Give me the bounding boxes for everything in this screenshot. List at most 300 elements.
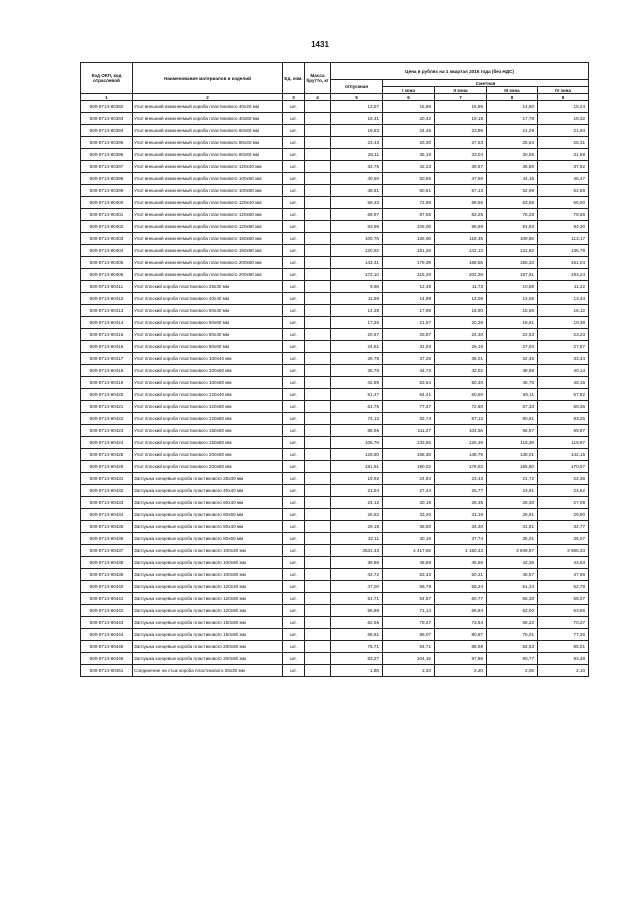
cell-zone-2-price: 142,13 <box>435 245 487 257</box>
cell-zone-1-price: 24,94 <box>383 473 435 485</box>
cell-release-price: 100,76 <box>331 233 383 245</box>
cell-zone-2-price: 50,40 <box>435 377 487 389</box>
price-table <box>80 62 589 677</box>
cell-unit: шт. <box>283 497 305 509</box>
cell-release-price: 143,41 <box>331 257 383 269</box>
cell-zone-4-price: 119,87 <box>538 437 589 449</box>
cell-zone-3-price: 156,33 <box>487 257 538 269</box>
cell-zone-4-price: 78,58 <box>538 209 589 221</box>
cell-mass <box>305 173 331 185</box>
cell-release-price: 88,96 <box>331 425 383 437</box>
cell-release-price: 51,47 <box>331 389 383 401</box>
cell-release-price: 38,86 <box>331 557 383 569</box>
cell-unit: шт. <box>283 317 305 329</box>
cell-code: 500-8714-90414 <box>81 317 133 329</box>
cell-name: Угол внешний изменяемый короба пластикового 150х60 мм <box>133 233 283 245</box>
cell-zone-4-price: 29,80 <box>538 509 589 521</box>
table-row <box>81 629 589 641</box>
cell-zone-3-price: 76,28 <box>487 209 538 221</box>
cell-zone-3-price: 138,01 <box>487 449 538 461</box>
cell-zone-4-price: 18,32 <box>538 113 589 125</box>
cell-zone-2-price: 11,73 <box>435 281 487 293</box>
cell-unit: шт. <box>283 557 305 569</box>
cell-zone-4-price: 69,35 <box>538 401 589 413</box>
cell-name: Угол внешний изменяемый короба пластикового 120х80 мм <box>133 221 283 233</box>
cell-unit: шт. <box>283 461 305 473</box>
cell-name: Заглушка концевые короба пластикового 40х40 мм <box>133 485 283 497</box>
table-row <box>81 581 589 593</box>
cell-zone-1-price: 158,35 <box>383 449 435 461</box>
cell-code: 500-8714-90416 <box>81 341 133 353</box>
cell-zone-4-price: 48,15 <box>538 377 589 389</box>
table-row <box>81 197 589 209</box>
table-row <box>81 149 589 161</box>
header-estimate: Сметная <box>383 80 589 87</box>
cell-release-price: 61,76 <box>331 401 383 413</box>
column-number: 9 <box>538 94 589 101</box>
cell-release-price: 151,91 <box>331 461 383 473</box>
cell-zone-4-price: 52,78 <box>538 581 589 593</box>
cell-zone-2-price: 15,95 <box>435 101 487 113</box>
cell-zone-3-price: 67,33 <box>487 401 538 413</box>
cell-zone-2-price: 72,60 <box>435 401 487 413</box>
cell-mass <box>305 101 331 113</box>
cell-mass <box>305 617 331 629</box>
cell-release-price: 24,81 <box>331 341 383 353</box>
cell-zone-2-price: 82,25 <box>435 209 487 221</box>
cell-zone-4-price: 45,47 <box>538 173 589 185</box>
cell-zone-3-price: 68,22 <box>487 617 538 629</box>
cell-zone-3-price: 10,88 <box>487 281 538 293</box>
cell-mass <box>305 581 331 593</box>
cell-release-price: 106,76 <box>331 437 383 449</box>
cell-mass <box>305 245 331 257</box>
header-zone-2: II зона <box>435 87 487 94</box>
cell-name: Угол внешний изменяемый короба пластикового 120х40 мм <box>133 161 283 173</box>
cell-name: Угол плоский короба пластикового 60х40 мм <box>133 305 283 317</box>
header-zone-1: I зона <box>383 87 435 94</box>
cell-unit: шт. <box>283 509 305 521</box>
cell-zone-3-price: 52,99 <box>487 185 538 197</box>
cell-zone-3-price: 36,80 <box>487 161 538 173</box>
cell-mass <box>305 293 331 305</box>
cell-code: 500-8714-90444 <box>81 629 133 641</box>
cell-zone-4-price: 135,78 <box>538 245 589 257</box>
cell-code: 500-8714-90423 <box>81 425 133 437</box>
cell-name: Угол плоский короба пластикового 120х80 мм <box>133 413 283 425</box>
cell-zone-3-price: 82,53 <box>487 641 538 653</box>
cell-unit: шт. <box>283 629 305 641</box>
cell-zone-3-price: 3 849,87 <box>487 545 538 557</box>
cell-name: Угол плоский короба пластикового 120х40 мм <box>133 389 283 401</box>
cell-code: 500-8714-90394 <box>81 125 133 137</box>
cell-unit: шт. <box>283 425 305 437</box>
cell-name: Угол плоский короба пластикового 150х60 мм <box>133 425 283 437</box>
header-mass: Масса брутто, кг <box>305 63 331 94</box>
header-code: Код ОКП, код отраслевой <box>81 63 133 94</box>
cell-zone-1-price: 53,64 <box>383 377 435 389</box>
cell-release-price: 126,60 <box>331 449 383 461</box>
cell-code: 500-8714-90434 <box>81 509 133 521</box>
column-number-row <box>81 94 589 101</box>
table-row <box>81 473 589 485</box>
cell-name: Угол плоский короба пластикового 200х80 мм <box>133 461 283 473</box>
cell-unit: шт. <box>283 593 305 605</box>
cell-mass <box>305 437 331 449</box>
cell-mass <box>305 605 331 617</box>
cell-mass <box>305 629 331 641</box>
cell-unit: шт. <box>283 641 305 653</box>
table-row <box>81 161 589 173</box>
cell-zone-4-price: 193,24 <box>538 269 589 281</box>
table-row <box>81 437 589 449</box>
cell-zone-4-price: 63,86 <box>538 605 589 617</box>
cell-name: Заглушка концевые короба пластикового 150х60 мм <box>133 617 283 629</box>
cell-code: 500-8714-90445 <box>81 641 133 653</box>
column-number: 2 <box>133 94 283 101</box>
table-row <box>81 329 589 341</box>
cell-zone-3-price: 27,04 <box>487 341 538 353</box>
column-number: 5 <box>331 94 383 101</box>
cell-release-price: 83,27 <box>331 653 383 665</box>
cell-unit: шт. <box>283 149 305 161</box>
cell-mass <box>305 401 331 413</box>
cell-mass <box>305 557 331 569</box>
cell-mass <box>305 125 331 137</box>
cell-zone-4-price: 23,23 <box>538 329 589 341</box>
cell-zone-4-price: 15,24 <box>538 101 589 113</box>
cell-name: Угол плоский короба пластикового 200х60 мм <box>133 449 283 461</box>
table-row <box>81 617 589 629</box>
cell-zone-1-price: 36,50 <box>383 521 435 533</box>
cell-zone-2-price: 35,01 <box>435 353 487 365</box>
cell-zone-1-price: 40,16 <box>383 533 435 545</box>
cell-release-price: 75,71 <box>331 641 383 653</box>
header-name: Наименование материалов и изделий <box>133 63 283 94</box>
cell-zone-1-price: 86,07 <box>383 629 435 641</box>
cell-mass <box>305 353 331 365</box>
cell-unit: шт. <box>283 125 305 137</box>
table-row <box>81 305 589 317</box>
table-row <box>81 449 589 461</box>
table-row <box>81 245 589 257</box>
cell-release-price: 16,31 <box>331 113 383 125</box>
cell-zone-2-price: 104,56 <box>435 425 487 437</box>
cell-code: 500-8714-90412 <box>81 293 133 305</box>
cell-zone-2-price: 47,60 <box>435 173 487 185</box>
cell-zone-3-price: 28,91 <box>487 509 538 521</box>
cell-zone-3-price: 2,05 <box>487 665 538 677</box>
cell-name: Угол плоский короба пластикового 100х80 мм <box>133 377 283 389</box>
cell-code: 500-8714-90440 <box>81 581 133 593</box>
cell-name: Заглушка концевые короба пластикового 120х60 мм <box>133 593 283 605</box>
table-row <box>81 653 589 665</box>
cell-code: 500-8714-90433 <box>81 497 133 509</box>
cell-zone-1-price: 179,39 <box>383 257 435 269</box>
cell-zone-2-price: 98,69 <box>435 221 487 233</box>
cell-release-price: 69,97 <box>331 209 383 221</box>
cell-release-price: 51,71 <box>331 593 383 605</box>
cell-zone-3-price: 15,66 <box>487 305 538 317</box>
cell-code: 500-8714-90443 <box>81 617 133 629</box>
cell-release-price: 11,98 <box>331 293 383 305</box>
cell-name: Угол плоский короба пластикового 40х40 мм <box>133 293 283 305</box>
cell-release-price: 28,11 <box>331 149 383 161</box>
cell-zone-4-price: 22,38 <box>538 473 589 485</box>
cell-zone-1-price: 133,55 <box>383 437 435 449</box>
cell-zone-3-price: 26,30 <box>487 497 538 509</box>
cell-unit: шт. <box>283 437 305 449</box>
cell-release-price: 48,61 <box>331 185 383 197</box>
cell-zone-1-price: 35,19 <box>383 149 435 161</box>
cell-unit: шт. <box>283 281 305 293</box>
cell-zone-1-price: 77,27 <box>383 401 435 413</box>
cell-zone-2-price: 25,77 <box>435 485 487 497</box>
cell-unit: шт. <box>283 401 305 413</box>
cell-release-price: 20,67 <box>331 329 383 341</box>
table-row <box>81 317 589 329</box>
cell-release-price: 19,92 <box>331 473 383 485</box>
cell-release-price: 62,56 <box>331 617 383 629</box>
header-price-title: Цена в рублях на 1 квартал 2016 года (без НДС) <box>331 63 589 80</box>
cell-zone-2-price: 20,28 <box>435 317 487 329</box>
cell-zone-3-price: 14,80 <box>487 101 538 113</box>
cell-code: 500-8714-90411 <box>81 281 133 293</box>
cell-code: 500-8714-90403 <box>81 233 133 245</box>
cell-unit: шт. <box>283 377 305 389</box>
cell-code: 500-8714-90413 <box>81 305 133 317</box>
cell-name: Угол внешний изменяемый короба пластикового 40х60 мм <box>133 113 283 125</box>
table-row <box>81 569 589 581</box>
cell-zone-3-price: 46,76 <box>487 377 538 389</box>
cell-name: Заглушка концевые короба пластикового 120х40 мм <box>133 581 283 593</box>
cell-zone-1-price: 215,29 <box>383 269 435 281</box>
cell-zone-3-price: 31,81 <box>487 521 538 533</box>
table-row <box>81 125 589 137</box>
cell-zone-4-price: 83,25 <box>538 413 589 425</box>
cell-code: 500-8714-90437 <box>81 545 133 557</box>
cell-code: 500-8714-90426 <box>81 461 133 473</box>
cell-name: Заглушка концевые короба пластикового 100х80 мм <box>133 569 283 581</box>
table-row <box>81 113 589 125</box>
header-zone-4: IV зона <box>538 87 589 94</box>
cell-zone-3-price: 23,91 <box>487 485 538 497</box>
cell-zone-3-price: 46,57 <box>487 569 538 581</box>
cell-mass <box>305 521 331 533</box>
cell-code: 500-8714-90402 <box>81 221 133 233</box>
cell-zone-3-price: 63,58 <box>487 197 538 209</box>
cell-zone-3-price: 17,78 <box>487 113 538 125</box>
column-number: 8 <box>487 94 538 101</box>
cell-name: Соединение на стык короба пластикового 25х30 мм <box>133 665 283 677</box>
column-number: 6 <box>383 94 435 101</box>
cell-zone-2-price: 168,55 <box>435 257 487 269</box>
cell-release-price: 19,53 <box>331 125 383 137</box>
cell-zone-4-price: 85,01 <box>538 641 589 653</box>
cell-code: 500-8714-90399 <box>81 185 133 197</box>
cell-mass <box>305 185 331 197</box>
cell-mass <box>305 461 331 473</box>
cell-zone-4-price: 40,14 <box>538 365 589 377</box>
table-row <box>81 269 589 281</box>
cell-name: Заглушка концевые короба пластикового 100х60 мм <box>133 557 283 569</box>
cell-zone-2-price: 24,30 <box>435 329 487 341</box>
cell-zone-1-price: 87,55 <box>383 209 435 221</box>
table-row <box>81 665 589 677</box>
cell-zone-3-price: 109,86 <box>487 233 538 245</box>
cell-release-price: 83,96 <box>331 221 383 233</box>
cell-zone-1-price: 53,43 <box>383 569 435 581</box>
cell-zone-3-price: 18,81 <box>487 317 538 329</box>
cell-name: Угол внешний изменяемый короба пластикового 150х80 мм <box>133 245 283 257</box>
table-row <box>81 101 589 113</box>
cell-unit: шт. <box>283 305 305 317</box>
cell-name: Угол внешний изменяемый короба пластикового 200х60 мм <box>133 257 283 269</box>
cell-zone-2-price: 55,24 <box>435 581 487 593</box>
cell-unit: шт. <box>283 533 305 545</box>
table-row <box>81 389 589 401</box>
cell-code: 500-8714-90393 <box>81 113 133 125</box>
cell-zone-1-price: 64,67 <box>383 593 435 605</box>
cell-zone-4-price: 65,50 <box>538 197 589 209</box>
cell-zone-1-price: 44,72 <box>383 365 435 377</box>
cell-zone-4-price: 27,09 <box>538 497 589 509</box>
table-row <box>81 221 589 233</box>
cell-mass <box>305 209 331 221</box>
cell-zone-1-price: 30,18 <box>383 497 435 509</box>
cell-zone-1-price: 111,27 <box>383 425 435 437</box>
cell-name: Заглушка концевые короба пластикового 80х60 мм <box>133 533 283 545</box>
cell-unit: шт. <box>283 221 305 233</box>
table-row <box>81 485 589 497</box>
cell-zone-4-price: 21,94 <box>538 125 589 137</box>
cell-zone-2-price: 33,04 <box>435 149 487 161</box>
cell-zone-4-price: 99,87 <box>538 425 589 437</box>
cell-zone-4-price: 70,27 <box>538 617 589 629</box>
cell-code: 500-8714-90446 <box>81 653 133 665</box>
cell-zone-4-price: 19,38 <box>538 317 589 329</box>
cell-zone-1-price: 105,05 <box>383 221 435 233</box>
table-row <box>81 413 589 425</box>
cell-code: 500-8714-90398 <box>81 173 133 185</box>
cell-zone-1-price: 78,27 <box>383 617 435 629</box>
cell-code: 500-8714-90415 <box>81 329 133 341</box>
cell-release-price: 74,13 <box>331 413 383 425</box>
cell-zone-1-price: 24,45 <box>383 125 435 137</box>
cell-release-price: 56,88 <box>331 605 383 617</box>
cell-mass <box>305 365 331 377</box>
cell-mass <box>305 641 331 653</box>
cell-code: 500-8714-90401 <box>81 209 133 221</box>
table-row <box>81 209 589 221</box>
cell-unit: шт. <box>283 101 305 113</box>
cell-zone-4-price: 142,15 <box>538 449 589 461</box>
cell-zone-1-price: 4 417,56 <box>383 545 435 557</box>
cell-zone-3-price: 25,54 <box>487 137 538 149</box>
cell-unit: шт. <box>283 269 305 281</box>
column-number: 7 <box>435 94 487 101</box>
cell-zone-2-price: 68,55 <box>435 197 487 209</box>
cell-code: 500-8714-90396 <box>81 149 133 161</box>
cell-mass <box>305 269 331 281</box>
cell-zone-2-price: 60,77 <box>435 593 487 605</box>
cell-name: Угол внешний изменяемый короба пластикового 80х40 мм <box>133 137 283 149</box>
cell-unit: шт. <box>283 653 305 665</box>
cell-zone-1-price: 151,28 <box>383 245 435 257</box>
cell-release-price: 1,88 <box>331 665 383 677</box>
cell-zone-3-price: 75,01 <box>487 629 538 641</box>
table-body <box>81 101 589 677</box>
cell-zone-3-price: 62,00 <box>487 605 538 617</box>
cell-zone-2-price: 22,96 <box>435 125 487 137</box>
cell-zone-2-price: 31,18 <box>435 509 487 521</box>
cell-code: 500-8714-90395 <box>81 137 133 149</box>
cell-name: Заглушка концевые короба пластикового 60х40 мм <box>133 497 283 509</box>
cell-zone-3-price: 42,35 <box>487 557 538 569</box>
cell-zone-2-price: 202,28 <box>435 269 487 281</box>
cell-zone-2-price: 87,13 <box>435 413 487 425</box>
cell-zone-4-price: 58,07 <box>538 593 589 605</box>
cell-release-price: 33,76 <box>331 161 383 173</box>
table-row <box>81 593 589 605</box>
cell-release-price: 26,52 <box>331 509 383 521</box>
cell-release-price: 3531,43 <box>331 545 383 557</box>
cell-release-price: 9,98 <box>331 281 383 293</box>
cell-name: Угол внешний изменяемый короба пластикового 100х60 мм <box>133 173 283 185</box>
cell-mass <box>305 653 331 665</box>
cell-zone-1-price: 50,65 <box>383 173 435 185</box>
cell-zone-2-price: 14,08 <box>435 293 487 305</box>
cell-release-price: 29,18 <box>331 521 383 533</box>
cell-zone-2-price: 57,13 <box>435 185 487 197</box>
cell-unit: шт. <box>283 137 305 149</box>
cell-mass <box>305 161 331 173</box>
header-zone-3: III зона <box>487 87 538 94</box>
cell-zone-1-price: 29,30 <box>383 137 435 149</box>
cell-zone-4-price: 13,44 <box>538 293 589 305</box>
cell-name: Угол плоский короба пластикового 100х40 мм <box>133 353 283 365</box>
table-row <box>81 605 589 617</box>
table-row <box>81 173 589 185</box>
cell-code: 500-8714-90432 <box>81 485 133 497</box>
cell-mass <box>305 449 331 461</box>
table-row <box>81 497 589 509</box>
cell-unit: шт. <box>283 173 305 185</box>
cell-zone-1-price: 17,98 <box>383 305 435 317</box>
table-row <box>81 281 589 293</box>
table-row <box>81 521 589 533</box>
cell-zone-1-price: 42,23 <box>383 161 435 173</box>
cell-code: 500-8714-90422 <box>81 413 133 425</box>
cell-name: Заглушка концевые короба пластикового 80х40 мм <box>133 521 283 533</box>
cell-zone-2-price: 148,79 <box>435 449 487 461</box>
cell-name: Угол внешний изменяемый короба пластикового 80х60 мм <box>133 149 283 161</box>
cell-mass <box>305 317 331 329</box>
cell-mass <box>305 305 331 317</box>
cell-unit: шт. <box>283 293 305 305</box>
cell-zone-1-price: 58,79 <box>383 581 435 593</box>
cell-zone-4-price: 77,26 <box>538 629 589 641</box>
cell-mass <box>305 281 331 293</box>
cell-name: Угол плоский короба пластикового 120х60 мм <box>133 401 283 413</box>
cell-zone-3-price: 165,60 <box>487 461 538 473</box>
cell-zone-1-price: 37,26 <box>383 353 435 365</box>
cell-code: 500-8714-90424 <box>81 437 133 449</box>
cell-zone-4-price: 27,87 <box>538 341 589 353</box>
cell-code: 500-8714-90442 <box>81 605 133 617</box>
cell-name: Угол внешний изменяемый короба пластикового 120х60 мм <box>133 209 283 221</box>
table-row <box>81 557 589 569</box>
